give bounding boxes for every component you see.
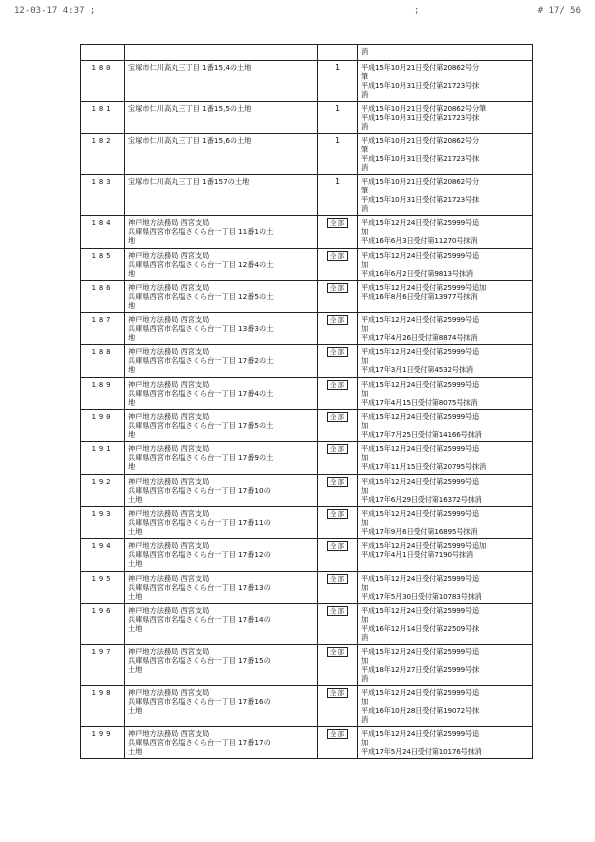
registration-line: 平成16年12月14日受付第22509号抹 xyxy=(361,623,479,633)
description-line: 神戸地方法務局 西宮支局 xyxy=(128,412,210,422)
row-registration xyxy=(358,175,533,216)
registration-line: 平成16年10月28日受付第19072号抹 xyxy=(361,705,479,715)
registration-line: 筆 xyxy=(361,72,368,81)
registration-line: 平成15年10月31日受付第21723号抹 xyxy=(361,195,479,205)
description-line: 神戸地方法務局 西宮支局 xyxy=(128,218,210,228)
registration-line: 消 xyxy=(361,122,368,131)
registration-line: 平成17年5月24日受付第10176号抹消 xyxy=(361,746,482,756)
row-type xyxy=(318,539,358,571)
row-type xyxy=(318,442,358,474)
registration-line: 平成15年12月24日受付第25999号追 xyxy=(361,379,479,389)
registration-line: 平成15年12月24日受付第25999号追 xyxy=(361,646,479,656)
registration-line: 平成15年12月24日受付第25999号追 xyxy=(361,687,479,697)
row-type xyxy=(318,61,358,102)
row-type xyxy=(318,410,358,442)
description-line: 土地 xyxy=(128,526,143,536)
row-registration: 消 xyxy=(358,45,533,61)
table-row xyxy=(81,474,533,506)
description-line: 兵庫県西宮市名塩さくら台一丁目 11番1の土 xyxy=(128,227,274,237)
description-line: 神戸地方法務局 西宮支局 xyxy=(128,646,210,656)
row-registration xyxy=(358,506,533,538)
row-type xyxy=(318,603,358,644)
registration-line: 加 xyxy=(361,324,368,334)
registration-line: 平成15年12月24日受付第25999号追加 xyxy=(361,282,486,292)
description-line: 兵庫県西宮市名塩さくら台一丁目 17番15の xyxy=(128,655,271,665)
row-number: 196 xyxy=(81,603,125,644)
row-number: 197 xyxy=(81,644,125,685)
row-registration xyxy=(358,313,533,345)
table-row xyxy=(81,685,533,726)
row-description xyxy=(125,102,318,134)
row-number: 183 xyxy=(81,175,125,216)
row-description xyxy=(125,506,318,538)
row-number: 189 xyxy=(81,377,125,409)
row-registration xyxy=(358,539,533,571)
row-type xyxy=(318,377,358,409)
table-row-continuation xyxy=(81,45,533,61)
row-description xyxy=(125,603,318,644)
description-line: 神戸地方法務局 西宮支局 xyxy=(128,347,210,357)
registration-line: 加 xyxy=(361,485,368,495)
type-mark: 1 xyxy=(334,63,341,72)
description-line: 兵庫県西宮市名塩さくら台一丁目 17番17の xyxy=(128,737,271,747)
description-line: 地 xyxy=(128,333,136,343)
table-row xyxy=(81,377,533,409)
table-row xyxy=(81,571,533,603)
row-description xyxy=(125,474,318,506)
registration-line: 平成15年12月24日受付第25999号追加 xyxy=(361,541,486,551)
fax-separator: ; xyxy=(414,6,420,16)
registration-line: 平成17年7月25日受付第14166号抹消 xyxy=(361,430,482,440)
description-line: 地 xyxy=(128,397,136,407)
row-number xyxy=(81,45,125,61)
description-line: 土地 xyxy=(128,664,143,674)
type-mark: 1 xyxy=(334,136,341,146)
registration-line: 平成17年4月1日受付第7190号抹消 xyxy=(361,550,473,560)
row-number: 190 xyxy=(81,410,125,442)
table-row xyxy=(81,313,533,345)
registration-line: 消 xyxy=(361,163,368,173)
registration-line: 平成15年10月21日受付第20862号分 xyxy=(361,136,479,146)
row-type xyxy=(318,248,358,280)
description-line: 神戸地方法務局 西宮支局 xyxy=(128,541,210,551)
table-row xyxy=(81,248,533,280)
description-line: 土地 xyxy=(128,623,143,633)
description-line: 兵庫県西宮市名塩さくら台一丁目 17番9の土 xyxy=(128,453,274,463)
row-number: 192 xyxy=(81,474,125,506)
fax-date: 12-03-17 4:37 ; xyxy=(14,6,96,16)
table-row xyxy=(81,726,533,758)
table-row xyxy=(81,644,533,685)
description-line: 兵庫県西宮市名塩さくら台一丁目 17番10の xyxy=(128,485,271,495)
row-registration xyxy=(358,442,533,474)
table-row xyxy=(81,134,533,175)
row-type xyxy=(318,726,358,758)
type-badge: 全部 xyxy=(327,606,348,616)
row-description xyxy=(125,726,318,758)
registration-line: 平成15年12月24日受付第25999号追 xyxy=(361,728,479,738)
type-badge: 全部 xyxy=(327,688,348,698)
type-badge: 全部 xyxy=(327,251,348,261)
row-registration xyxy=(358,61,533,102)
description-line: 神戸地方法務局 西宮支局 xyxy=(128,728,210,738)
table-row xyxy=(81,410,533,442)
row-description xyxy=(125,248,318,280)
row-registration xyxy=(358,644,533,685)
fax-page-number: # 17/ 56 xyxy=(537,6,581,16)
registration-line: 平成15年12月24日受付第25999号追 xyxy=(361,347,479,357)
registration-line: 平成15年10月21日受付第20862号分筆 xyxy=(361,104,486,113)
description-line: 神戸地方法務局 西宮支局 xyxy=(128,282,210,292)
row-registration xyxy=(358,410,533,442)
description-line: 兵庫県西宮市名塩さくら台一丁目 17番13の xyxy=(128,582,271,592)
row-description xyxy=(125,313,318,345)
type-mark: 1 xyxy=(334,104,341,113)
table-row xyxy=(81,216,533,248)
row-description xyxy=(125,134,318,175)
row-registration xyxy=(358,248,533,280)
row-description xyxy=(125,685,318,726)
row-type xyxy=(318,102,358,134)
row-registration xyxy=(358,603,533,644)
registration-line: 平成16年8月6日受付第13977号抹消 xyxy=(361,291,478,301)
table-row xyxy=(81,61,533,102)
description-line: 兵庫県西宮市名塩さくら台一丁目 17番4の土 xyxy=(128,388,274,398)
description-line: 神戸地方法務局 西宮支局 xyxy=(128,315,210,325)
type-badge: 全部 xyxy=(327,647,348,657)
type-badge: 全部 xyxy=(327,509,348,519)
row-description xyxy=(125,345,318,377)
row-number: 184 xyxy=(81,216,125,248)
row-registration xyxy=(358,377,533,409)
registration-line: 平成15年10月31日受付第21723号抹 xyxy=(361,81,479,90)
registration-line: 平成15年12月24日受付第25999号追 xyxy=(361,444,479,454)
row-registration xyxy=(358,134,533,175)
registration-table-body xyxy=(81,45,533,759)
registration-line: 加 xyxy=(361,259,368,269)
table-row xyxy=(81,345,533,377)
description-line: 土地 xyxy=(128,559,143,569)
registration-line: 筆 xyxy=(361,145,368,155)
row-description xyxy=(125,539,318,571)
description-line: 神戸地方法務局 西宮支局 xyxy=(128,573,210,583)
row-number: 191 xyxy=(81,442,125,474)
row-number: 198 xyxy=(81,685,125,726)
row-description xyxy=(125,61,318,102)
row-registration xyxy=(358,216,533,248)
row-description xyxy=(125,175,318,216)
description-line: 神戸地方法務局 西宮支局 xyxy=(128,605,210,615)
description-line: 土地 xyxy=(128,705,143,715)
registration-line: 加 xyxy=(361,227,368,237)
registration-line: 筆 xyxy=(361,186,368,196)
registration-line: 平成15年12月24日受付第25999号追 xyxy=(361,508,479,518)
row-description xyxy=(125,377,318,409)
type-badge: 全部 xyxy=(327,412,348,422)
description-line: 土地 xyxy=(128,494,143,504)
registration-line: 加 xyxy=(361,356,368,366)
registration-line: 平成15年10月31日受付第21723号抹 xyxy=(361,154,479,164)
registration-line: 加 xyxy=(361,696,368,706)
type-badge: 全部 xyxy=(327,574,348,584)
row-registration xyxy=(358,345,533,377)
row-description xyxy=(125,216,318,248)
table-row xyxy=(81,442,533,474)
row-description xyxy=(125,410,318,442)
description-line: 地 xyxy=(128,268,136,278)
registration-line: 平成17年4月15日受付第8075号抹消 xyxy=(361,397,478,407)
registration-line: 平成15年12月24日受付第25999号追 xyxy=(361,315,479,325)
row-type xyxy=(318,474,358,506)
row-registration xyxy=(358,280,533,312)
registration-line: 平成15年10月21日受付第20862号分 xyxy=(361,177,479,187)
description-line: 宝塚市仁川高丸三丁目 1番157の土地 xyxy=(128,177,250,187)
registration-line: 消 xyxy=(361,714,368,724)
registration-line: 加 xyxy=(361,582,368,592)
description-line: 神戸地方法務局 西宮支局 xyxy=(128,379,210,389)
description-line: 兵庫県西宮市名塩さくら台一丁目 17番16の xyxy=(128,696,271,706)
registration-line: 平成15年12月24日受付第25999号追 xyxy=(361,476,479,486)
registration-line: 加 xyxy=(361,614,368,624)
description-line: 地 xyxy=(128,462,136,472)
registration-line: 平成15年10月31日受付第21723号抹 xyxy=(361,113,479,122)
registration-line: 加 xyxy=(361,517,368,527)
registration-line: 平成16年6月2日受付第9813号抹消 xyxy=(361,268,473,278)
registration-line: 消 xyxy=(361,632,368,642)
registration-line: 平成17年6月29日受付第16372号抹消 xyxy=(361,494,482,504)
registration-line: 平成18年12月27日受付第25999号抹 xyxy=(361,664,479,674)
row-description xyxy=(125,280,318,312)
registration-line: 加 xyxy=(361,453,368,463)
registration-line: 平成17年5月30日受付第10783号抹消 xyxy=(361,591,482,601)
table-row xyxy=(81,506,533,538)
type-badge: 全部 xyxy=(327,380,348,390)
row-number: 193 xyxy=(81,506,125,538)
row-type xyxy=(318,175,358,216)
row-registration xyxy=(358,102,533,134)
row-type xyxy=(318,571,358,603)
description-line: 兵庫県西宮市名塩さくら台一丁目 17番2の土 xyxy=(128,356,274,366)
description-line: 宝塚市仁川高丸三丁目 1番15,5の土地 xyxy=(128,104,252,113)
row-description xyxy=(125,442,318,474)
registration-line: 加 xyxy=(361,737,368,747)
row-registration xyxy=(358,685,533,726)
row-number: 188 xyxy=(81,345,125,377)
row-registration xyxy=(358,474,533,506)
description-line: 宝塚市仁川高丸三丁目 1番15,6の土地 xyxy=(128,136,252,146)
registration-line: 平成15年12月24日受付第25999号追 xyxy=(361,250,479,260)
type-badge: 全部 xyxy=(327,347,348,357)
registration-table xyxy=(80,44,533,759)
type-badge: 全部 xyxy=(327,444,348,454)
registration-line: 消 xyxy=(361,204,368,214)
type-mark: 1 xyxy=(334,177,341,187)
registration-line: 平成15年10月21日受付第20862号分 xyxy=(361,63,479,72)
registration-line: 平成16年6月3日受付第11270号抹消 xyxy=(361,236,478,246)
row-number: 187 xyxy=(81,313,125,345)
description-line: 地 xyxy=(128,300,136,310)
registration-line: 平成17年4月26日受付第8874号抹消 xyxy=(361,333,478,343)
row-number: 182 xyxy=(81,134,125,175)
description-line: 土地 xyxy=(128,746,143,756)
row-registration xyxy=(358,571,533,603)
fax-header xyxy=(14,6,581,18)
registration-line: 加 xyxy=(361,388,368,398)
row-description xyxy=(125,644,318,685)
table-row xyxy=(81,102,533,134)
registration-line: 平成15年12月24日受付第25999号追 xyxy=(361,218,479,228)
row-type xyxy=(318,45,358,61)
registration-line: 平成17年9月6日受付第16895号抹消 xyxy=(361,526,478,536)
description-line: 地 xyxy=(128,430,136,440)
description-line: 兵庫県西宮市名塩さくら台一丁目 17番11の xyxy=(128,517,271,527)
type-badge: 全部 xyxy=(327,283,348,293)
row-number: 195 xyxy=(81,571,125,603)
type-badge: 全部 xyxy=(327,477,348,487)
type-badge: 全部 xyxy=(327,218,348,228)
table-row xyxy=(81,539,533,571)
registration-line: 消 xyxy=(361,90,368,99)
row-description xyxy=(125,571,318,603)
type-badge: 全部 xyxy=(327,729,348,739)
description-line: 神戸地方法務局 西宮支局 xyxy=(128,476,210,486)
row-number: 186 xyxy=(81,280,125,312)
row-type xyxy=(318,685,358,726)
row-type xyxy=(318,280,358,312)
description-line: 神戸地方法務局 西宮支局 xyxy=(128,508,210,518)
description-line: 兵庫県西宮市名塩さくら台一丁目 17番12の xyxy=(128,550,271,560)
table-row xyxy=(81,603,533,644)
registration-line: 加 xyxy=(361,421,368,431)
row-type xyxy=(318,506,358,538)
row-type xyxy=(318,216,358,248)
row-number: 180 xyxy=(81,61,125,102)
row-number: 185 xyxy=(81,248,125,280)
registration-line: 加 xyxy=(361,655,368,665)
description-line: 地 xyxy=(128,365,136,375)
row-type xyxy=(318,134,358,175)
type-badge: 全部 xyxy=(327,315,348,325)
registration-line: 平成17年3月1日受付第4532号抹消 xyxy=(361,365,473,375)
table-row xyxy=(81,175,533,216)
description-line: 兵庫県西宮市名塩さくら台一丁目 13番3の土 xyxy=(128,324,274,334)
row-registration xyxy=(358,726,533,758)
description-line: 神戸地方法務局 西宮支局 xyxy=(128,687,210,697)
row-number: 181 xyxy=(81,102,125,134)
description-line: 兵庫県西宮市名塩さくら台一丁目 17番5の土 xyxy=(128,421,274,431)
description-line: 兵庫県西宮市名塩さくら台一丁目 12番5の土 xyxy=(128,291,274,301)
registration-line: 平成15年12月24日受付第25999号追 xyxy=(361,573,479,583)
table-row xyxy=(81,280,533,312)
row-type xyxy=(318,313,358,345)
registration-line: 平成17年11月15日受付第20795号抹消 xyxy=(361,462,486,472)
registration-line: 平成15年12月24日受付第25999号追 xyxy=(361,605,479,615)
row-number: 194 xyxy=(81,539,125,571)
description-line: 宝塚市仁川高丸三丁目 1番15,4の土地 xyxy=(128,63,252,72)
description-line: 神戸地方法務局 西宮支局 xyxy=(128,250,210,260)
description-line: 神戸地方法務局 西宮支局 xyxy=(128,444,210,454)
row-type xyxy=(318,644,358,685)
type-badge: 全部 xyxy=(327,541,348,551)
row-type xyxy=(318,345,358,377)
row-number: 199 xyxy=(81,726,125,758)
description-line: 兵庫県西宮市名塩さくら台一丁目 12番4の土 xyxy=(128,259,274,269)
description-line: 土地 xyxy=(128,591,143,601)
row-description xyxy=(125,45,318,61)
description-line: 地 xyxy=(128,236,136,246)
registration-line: 平成15年12月24日受付第25999号追 xyxy=(361,412,479,422)
description-line: 兵庫県西宮市名塩さくら台一丁目 17番14の xyxy=(128,614,271,624)
registration-line: 消 xyxy=(361,673,368,683)
